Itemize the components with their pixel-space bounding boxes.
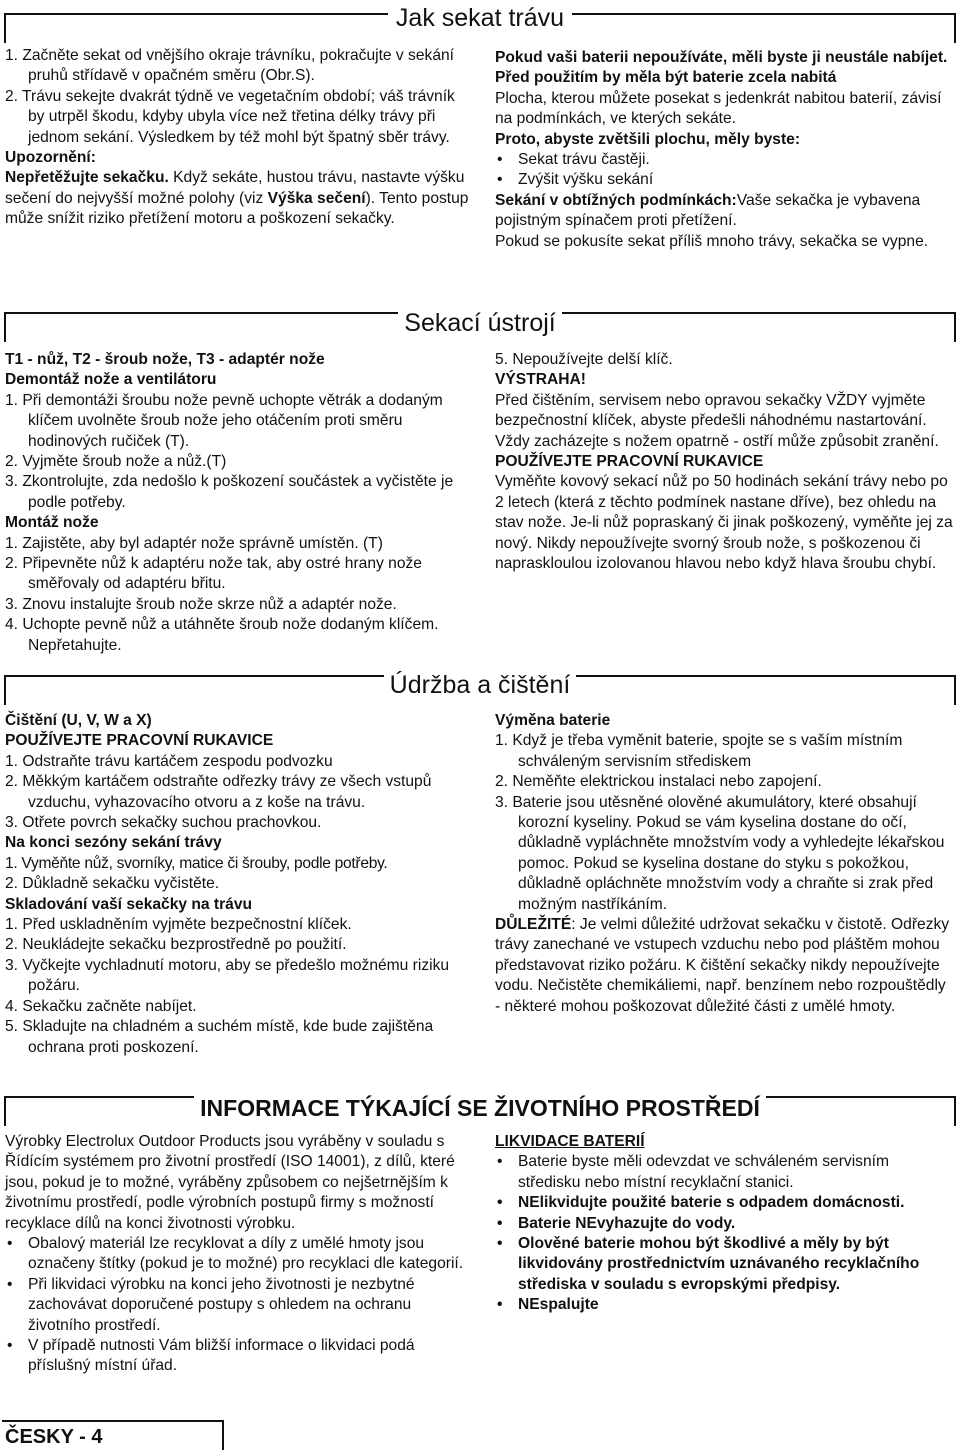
env-bullet-2: • Při likvidaci výrobku na konci jeho životnosti je nezbytné zachovávat doporučené postupy s ohledem na ochranu životního prostředí. <box>5 1275 475 1336</box>
blade-removal-heading: Demontáž nože a ventilátoru <box>5 371 217 389</box>
environment-right-column <box>495 1132 955 1316</box>
install-step-1: 1. Zajistěte, aby byl adaptér nože správně umístěn. (T) <box>5 534 383 552</box>
install-step-3: 3. Znovu instalujte šroub nože skrze nůž a adaptér nože. <box>5 595 397 613</box>
blade-replace-text: Vyměňte kovový sekací nůž po 50 hodinách sekání trávy nebo po 2 letech (která z těchto podmínek nastane dříve), bez ohledu na stav nože. Je-li nůž popraskaný či jinak poškozený, vyměňte jej za nový. Nikdy nepoužívejte svorný šroub nože, s poškozenou či napraskloulou izolovanou hlavou nebo když hlava šroubu chybí. <box>495 473 953 573</box>
battery-disposal-heading: LIKVIDACE BATERIÍ <box>495 1133 645 1150</box>
disposal-bullet-2: • NElikvidujte použité baterie s odpadem domácnosti. <box>495 1193 955 1213</box>
cutting-right-column <box>495 350 955 574</box>
disposal-bullet-4: • Olověné baterie mohou být škodlivé a měly by být likvidovány prostřednictvím uznávaného recyklačního střediska v souladu s evropskými předpisy. <box>495 1234 955 1295</box>
storage-step-2: 2. Neukládejte sekačku bezprostředně po použití. <box>5 936 347 954</box>
warning-label: Upozornění: <box>5 149 96 167</box>
disposal-bullet-3: • Baterie NEvyhazujte do vody. <box>495 1214 955 1234</box>
removal-step-2: 2. Vyjměte šroub nože a nůž.(T) <box>5 453 227 471</box>
cleaning-step-2: 2. Měkkým kartáčem odstraňte odřezky trávy ze všech vstupů vzduchu, vyhazovacího otvoru a z koše na trávu. <box>5 773 432 811</box>
blade-install-heading: Montáž nože <box>5 514 99 532</box>
section-header-mowing <box>4 4 956 41</box>
warning-text: Nepřetěžujte sekačku. Když sekáte, hustou trávu, nastavte výšku sečení do nejvyšší možné polohy (viz Výška sečení). Tento postup může snížit riziko přetížení motoru a poškození sekačky. <box>5 169 469 228</box>
install-step-4: 4. Uchopte pevně nůž a utáhněte šroub nože dodaným klíčem. Nepřetahujte. <box>5 616 439 654</box>
storage-step-4: 4. Sekačku začněte nabíjet. <box>5 997 197 1015</box>
battery-step-1: 1. Když je třeba vyměnit baterie, spojte se s vaším místním schváleným servisním střediskem <box>495 732 903 770</box>
environment-left-column <box>5 1132 475 1377</box>
storage-step-5: 5. Skladujte na chladném a suchém místě, kde bude zajištěna ochrana proti poskození. <box>5 1018 434 1056</box>
page-footer: ČESKY - 4 <box>2 1420 224 1450</box>
storage-step-3: 3. Vyčkejte vychladnutí motoru, aby se předešlo možnému riziku požáru. <box>5 956 450 995</box>
cleaning-step-1: 1. Odstraňte trávu kartáčem zespodu podvozku <box>5 752 333 770</box>
mowing-left-column <box>5 46 475 230</box>
overload-note: Pokud se pokusíte sekat příliš mnoho trávy, sekačka se vypne. <box>495 232 929 250</box>
removal-step-1: 1. Při demontáži šroubu nože pevně uchopte větrák a dodaným klíčem uvolněte šroub nože jeho otáčením proti směru hodinových ručiček (T). <box>5 391 443 450</box>
cleaning-heading: Čištění (U, V, W a X) <box>5 712 152 729</box>
disposal-bullet-1: • Baterie byste měli odevzdat ve schváleném servisním středisku nebo místní recyklační stanici. <box>495 1152 955 1193</box>
cutting-left-column <box>5 350 475 656</box>
maintenance-right-column <box>495 711 955 1017</box>
area-note: Plocha, kterou můžete posekat s jedenkrát nabitou baterií, závisí na podmínkách, ve kterých sekáte. <box>495 89 942 128</box>
season-end-heading: Na konci sezóny sekání trávy <box>5 834 222 852</box>
battery-step-3: 3. Baterie jsou utěsněné olověné akumulátory, které obsahují korozní kyseliny. Pokud se vám kyselina dostane do očí, důkladně vypláchněte množstvím vody a vyhledejte lékařskou pomoc. Pokud se kyselina dostane do styku s pokožkou, důkladně opláchněte množstvím vody a chraňte si zrak před možným nastříkáním. <box>495 793 945 913</box>
section-title-mowing: Jak sekat trávu <box>388 4 572 32</box>
tip-mow-more-often: • Sekat trávu častěji. <box>495 150 955 170</box>
env-bullet-3: • V případě nutnosti Vám bližší informace o likvidaci podá příslušný místní úřad. <box>5 1336 475 1377</box>
increase-area-heading: Proto, abyste zvětšili plochu, měly byste: <box>495 130 801 148</box>
section-title-environment: INFORMACE TÝKAJÍCÍ SE ŽIVOTNÍHO PROSTŘEDÍ <box>194 1095 766 1121</box>
environment-intro: Výrobky Electrolux Outdoor Products jsou vyráběny v souladu s Řídícím systémem pro životní prostředí (ISO 14001), z dílů, které jsou, pokud je to možné, vyráběny způsobem co nejšetrnějším k životnímu prostředí, podle výrobních postupů firmy s možností recyklace dílů na konci životnosti výrobku. <box>5 1133 455 1232</box>
mowing-step-1: 1. Začněte sekat od vnějšího okraje trávníku, pokračujte v sekání pruhů střídavě v opačném směru (Obr.S). <box>5 47 454 85</box>
storage-heading: Skladování vaší sekačky na trávu <box>5 895 253 913</box>
removal-step-3: 3. Zkontrolujte, zda nedošlo k poškození součástek a vyčistěte je podle potřeby. <box>5 473 454 511</box>
season-step-2: 2. Důkladně sekačku vyčistěte. <box>5 875 220 893</box>
tip-raise-height: • Zvýšit výšku sekání <box>495 170 955 190</box>
battery-charging-note: Pokud vaši baterii nepoužíváte, měli byste ji neustále nabíjet. Před použitím by měla být baterie zcela nabitá <box>495 49 948 87</box>
difficult-conditions: Sekání v obtížných podmínkách:Vaše sekačka je vybavena pojistným spínačem proti přetížení. <box>495 191 921 230</box>
safety-warning-text: Před čištěním, servisem nebo opravou sekačky VŽDY vyjměte bezpečnostní klíček, abyste předešli náhodnému nastartování. Vždy zacházejte s nožem opatrně - ostří může způsobit zranění. <box>495 391 939 450</box>
parts-legend: T1 - nůž, T2 - šroub nože, T3 - adaptér nože <box>5 351 325 368</box>
disposal-bullet-5: • NEspalujte <box>495 1295 955 1315</box>
gloves-heading: POUŽÍVEJTE PRACOVNÍ RUKAVICE <box>495 453 764 471</box>
season-step-1: 1. Vyměňte nůž, svorníky, matice či šrouby, podle potřeby. <box>5 854 388 872</box>
maintenance-left-column <box>5 711 475 1058</box>
mowing-step-2: 2. Trávu sekejte dvakrát týdně ve vegetačním období; váš trávník by utrpěl škodu, kdyby ubyla více než třetina délky trávy při jednom sekání. Výsledkem by též mohl být špatný sběr trávy. <box>5 87 455 146</box>
section-title-cutting: Sekací ústrojí <box>398 309 561 337</box>
important-note: DŮLEŽITÉ: Je velmi důležité udržovat sekačku v čistotě. Odřezky trávy zanechané ve vstupech vzduchu nebo pod pláštěm mohou představovat riziko požáru. K čištění sekačky nikdy nepoužívejte vodu. Nečistěte chemikáliemi, např. benzínem nebo rozpouštědly - některé mohou poškozovat důležité části z umělé hmoty. <box>495 916 950 1015</box>
cleaning-step-3: 3. Otřete povrch sekačky suchou prachovkou. <box>5 814 322 832</box>
section-title-maintenance: Údržba a čištění <box>384 671 577 699</box>
battery-step-2: 2. Neměňte elektrickou instalaci nebo zapojení. <box>495 773 822 791</box>
warning-heading: VÝSTRAHA! <box>495 371 586 389</box>
install-step-5: 5. Nepoužívejte delší klíč. <box>495 351 673 368</box>
gloves-heading-2: POUŽÍVEJTE PRACOVNÍ RUKAVICE <box>5 732 274 750</box>
mowing-right-column <box>495 48 955 252</box>
install-step-2: 2. Připevněte nůž k adaptéru nože tak, aby ostré hrany nože směřovaly od adaptéru břitu. <box>5 555 422 593</box>
storage-step-1: 1. Před uskladněním vyjměte bezpečnostní klíček. <box>5 916 352 934</box>
battery-replace-heading: Výměna baterie <box>495 712 611 729</box>
env-bullet-1: • Obalový materiál lze recyklovat a díly z umělé hmoty jsou označeny štítky (pokud je to možné) pro recyklaci dle kategorií. <box>5 1234 475 1275</box>
